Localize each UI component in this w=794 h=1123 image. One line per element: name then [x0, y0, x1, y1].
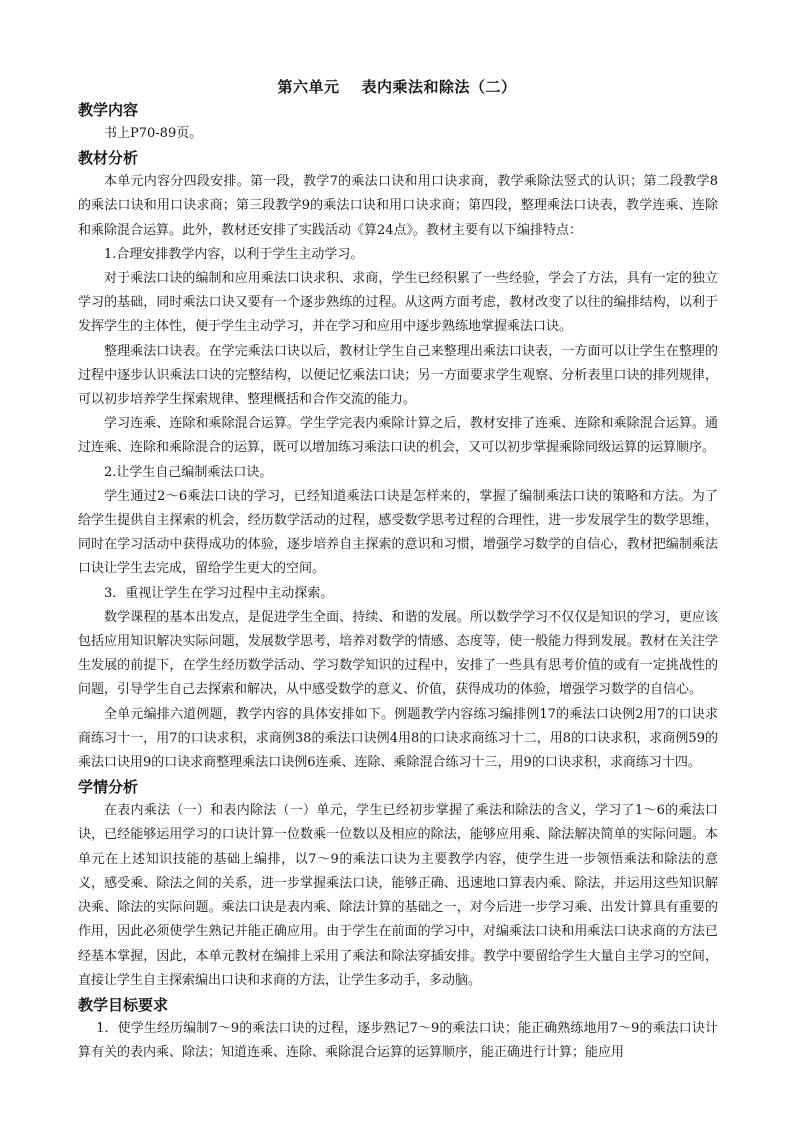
analysis-paragraph: 本单元内容分四段安排。第一段，教学7的乘法口诀和用口诀求商，教学乘除法竖式的认识；第二段教学8的乘法口诀和用口诀求商；第三段教学9的乘法口诀和用口诀求商；第四段，整理乘法口诀表，教学连乘、连除和乘除混合运算。此外，教材还安排了实践活动《算24点》。教材主要有以下编排特点：	[78, 174, 718, 238]
document-body	[78, 98, 718, 1065]
section-heading-situation: 学情分析	[78, 778, 139, 797]
section-heading-analysis: 教材分析	[78, 149, 139, 168]
analysis-paragraph: 整理乘法口诀表。在学完乘法口诀以后，教材让学生自己来整理出乘法口诀表，一方面可以让学生在整理的过程中逐步认识乘法口诀的完整结构，以便记忆乘法口诀；另一方面要求学生观察、分析表里口诀的排列规律，可以初步培养学生探索规律、整理概括和合作交流的能力。	[78, 343, 718, 408]
analysis-paragraph: 学生通过2～6乘法口诀的学习，已经知道乘法口诀是怎样来的，掌握了编制乘法口诀的策略和方法。为了给学生提供自主探索的机会，经历数学活动的过程，感受数学思考过程的合理性，进一步发展学生的数学思维，同时在学习活动中获得成功的体验，逐步培养自主探索的意识和习惯，增强学习数学的自信心，教材把编制乘法口诀让学生去完成，留给学生更大的空间。	[78, 488, 718, 577]
page-title	[0, 76, 794, 97]
analysis-paragraph: 数学课程的基本出发点，是促进学生全面、持续、和谐的发展。所以数学学习不仅仅是知识的学习，更应该包括应用知识解决实际问题，发展数学思考，培养对数学的情感、态度等，使一般能力得到发展。教材在关注学生发展的前提下，在学生经历数学活动、学习数学知识的过程中，安排了一些具有思考价值的或有一定挑战性的问题，引导学生自己去探索和解决，从中感受数学的意义、价值，获得成功的体验，增强学习数学的自信心。	[78, 609, 718, 698]
section-heading-goals: 教学目标要求	[78, 995, 169, 1014]
analysis-paragraph: 学习连乘、连除和乘除混合运算。学生学完表内乘除计算之后，教材安排了连乘、连除和乘除混合运算。通过连乘、连除和乘除混合的运算，既可以增加练习乘法口诀的机会，又可以初步掌握乘除同级运算的运算顺序。	[78, 416, 718, 456]
analysis-point-2: 2.让学生自己编制乘法口诀。	[104, 464, 273, 480]
analysis-paragraph: 全单元编排六道例题，教学内容的具体安排如下。例题教学内容练习编排例17的乘法口诀例2用7的口诀求商练习十一，用7的口诀求积，求商例38的乘法口诀例4用8的口诀求商练习十二，用8的口诀求积，求商例59的乘法口诀用9的口诀求商整理乘法口诀例6连乘、连除、乘除混合练习十三，用9的口诀求积，求商练习十四。	[78, 706, 718, 771]
analysis-point-3: 3．重视让学生在学习过程中主动探索。	[104, 585, 334, 601]
title-unit: 第六单元	[277, 78, 340, 96]
analysis-paragraph: 对于乘法口诀的编制和应用乘法口诀求积、求商，学生已经积累了一些经验，学会了方法，具有一定的独立学习的基础，同时乘法口诀又要有一个逐步熟练的过程。从这两方面考虑，教材改变了以往的编排结构，以利于发挥学生的主体性，便于学生主动学习，并在学习和应用中逐步熟练地掌握乘法口诀。	[78, 271, 718, 335]
goals-paragraph: 1．使学生经历编制7～9的乘法口诀的过程，逐步熟记7～9的乘法口诀；能正确熟练地用7～9的乘法口诀计算有关的表内乘、除法；知道连乘、连除、乘除混合运算的运算顺序，能正确进行计算；能应用	[78, 1020, 718, 1061]
title-topic: 表内乘法和除法（二）	[361, 78, 517, 96]
analysis-point-1: 1.合理安排教学内容，以利于学生主动学习。	[104, 246, 364, 262]
section-heading-content: 教学内容	[78, 101, 139, 119]
situation-paragraph: 在表内乘法（一）和表内除法（一）单元，学生已经初步掌握了乘法和除法的含义，学习了1～6的乘法口诀，已经能够运用学习的口诀计算一位数乘一位数以及相应的除法，能够应用乘、除法解决简单的实际问题。本单元在上述知识技能的基础上编排，以7～9的乘法口诀为主要教学内容，使学生进一步领悟乘法和除法的意义，感受乘、除法之间的关系，进一步掌握乘法口诀，能够正确、迅速地口算表内乘、除法，并运用这些知识解决乘、除法的实际问题。乘法口诀是表内乘、除法计算的基础之一，对今后进一步学习乘、出发计算具有重要的作用，因此必须使学生熟记并能正确应用。由于学生在前面的学习中，对编乘法口诀和用乘法口诀求商的方法已经基本掌握，因此，本单元教材在编排上采用了乘法和除法穿插安排。教学中要留给学生大量自主学习的空间，直接让学生自主探索编出口诀和求商的方法，让学生多动手，多动脑。	[78, 803, 718, 988]
content-text: 书上P70-89页。	[104, 126, 203, 141]
